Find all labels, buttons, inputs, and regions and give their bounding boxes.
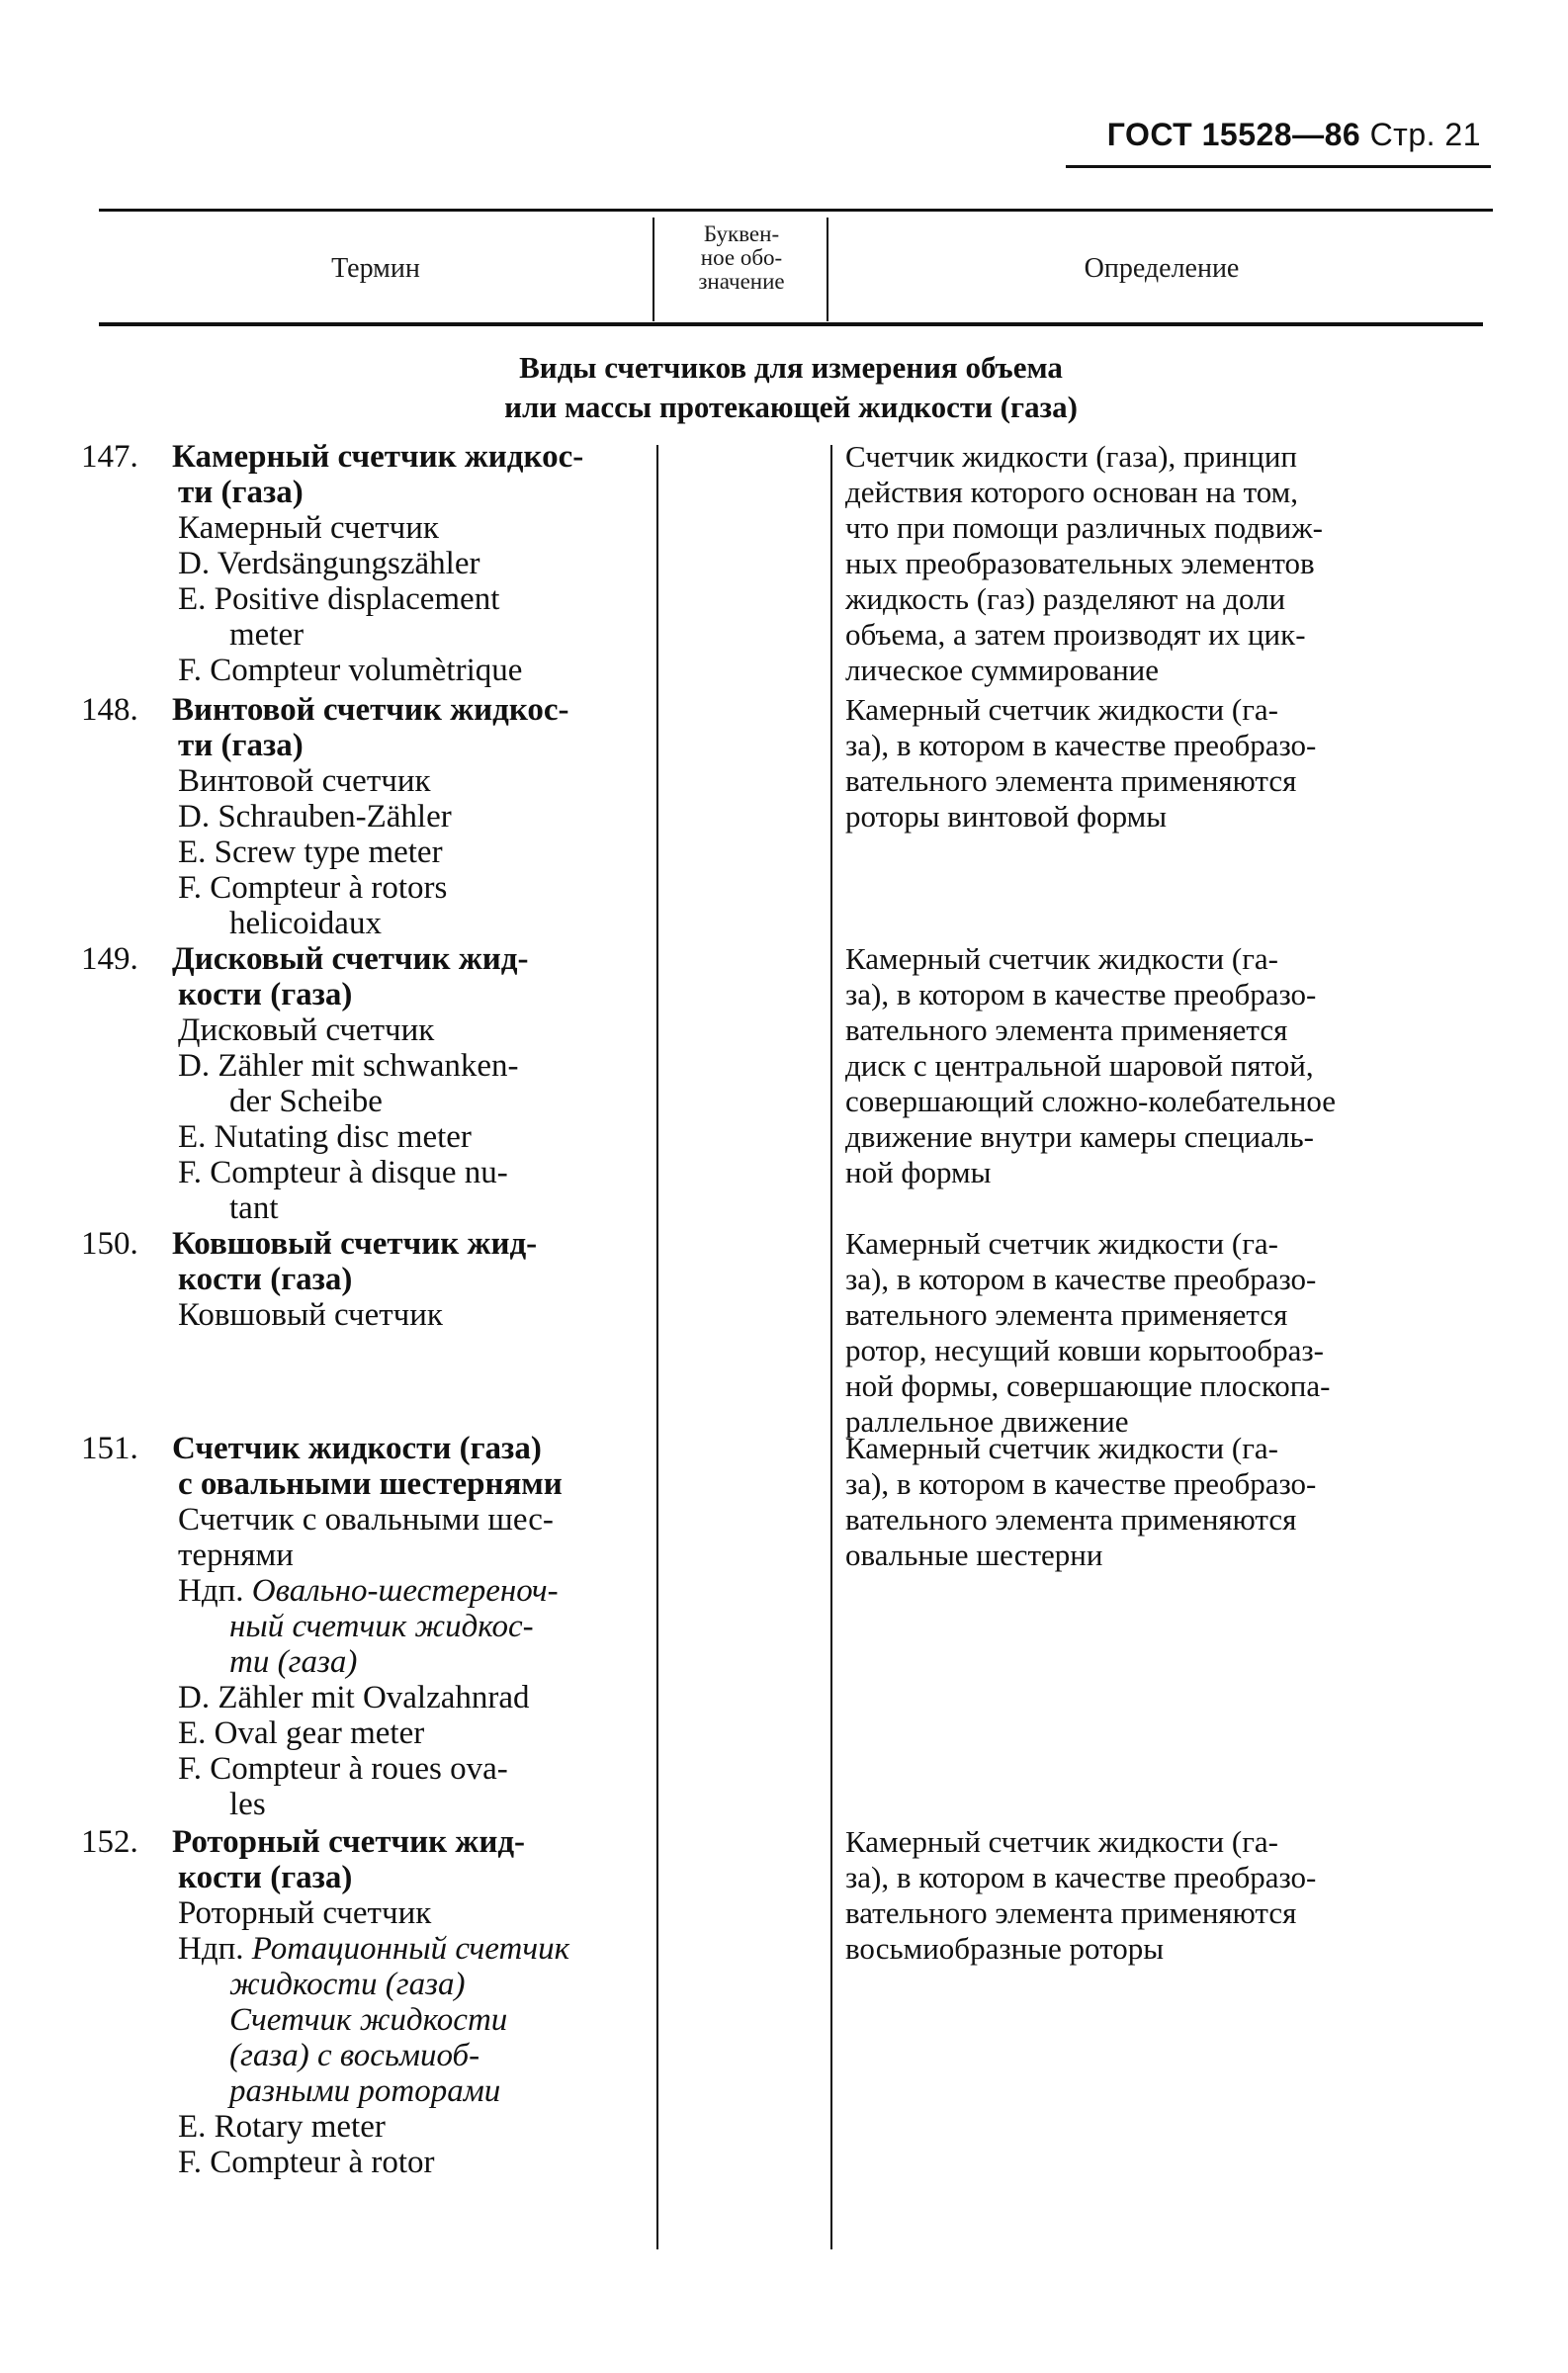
term-line [81, 1226, 645, 1262]
definition-line: объема, а затем производят их цик- [845, 617, 1306, 652]
definition-line: вательного элемента применяется [845, 1012, 1288, 1047]
term-line: E. Positive displacement [178, 581, 500, 617]
column-divider [656, 445, 658, 2249]
definition-line: ной формы [845, 1155, 992, 1189]
definition-line: за), в котором в качестве преобразо- [845, 1466, 1317, 1501]
term-line: les [229, 1787, 266, 1822]
definition-line: раллельное движение [845, 1404, 1129, 1439]
term-line: разными роторами [229, 2073, 501, 2109]
term-line: кости (газа) [178, 977, 353, 1012]
term-line [81, 1931, 645, 1967]
term-line: F. Compteur volumètrique [178, 653, 523, 688]
column-header-symbol: Буквен- ное обо- значение [698, 221, 785, 294]
term-line: der Scheibe [229, 1084, 383, 1119]
term-entry [81, 1226, 645, 1333]
term-line: D. Verdsängungszähler [178, 546, 480, 581]
term-line: кости (газа) [178, 1262, 353, 1297]
term-title: Счетчик жидкости (газа) [172, 1431, 542, 1466]
definition-line: овальные шестерни [845, 1538, 1103, 1572]
term-title: Камерный счетчик жидкос- [172, 439, 584, 475]
entry-number: 150. [81, 1226, 138, 1262]
entry-number: 149. [81, 941, 138, 977]
table-header-bottom-rule [99, 322, 1483, 326]
definition [845, 692, 1498, 835]
term-line: E. Nutating disc meter [178, 1119, 472, 1155]
term-title: Винтовой счетчик жидкос- [172, 692, 569, 728]
term-title: Роторный счетчик жид- [172, 1824, 526, 1860]
definition-line: лическое суммирование [845, 653, 1160, 687]
column-header-term: Термин [331, 253, 420, 284]
definition-line: Камерный счетчик жидкости (га- [845, 941, 1278, 976]
deprecated-label: Ндп. [178, 1931, 252, 1967]
page-header [1107, 117, 1481, 153]
definition-line: Камерный счетчик жидкости (га- [845, 1824, 1278, 1859]
table-top-rule [99, 209, 1493, 212]
term-entry [81, 1431, 645, 1822]
term-entry [81, 1824, 645, 2180]
term-line [81, 941, 645, 977]
term-line: D. Zähler mit schwanken- [178, 1048, 519, 1084]
entry-number: 152. [81, 1824, 138, 1860]
term-entry [81, 941, 645, 1226]
column-divider [827, 218, 828, 321]
term-line: кости (газа) [178, 1860, 353, 1895]
term-line: Винтовой счетчик [178, 763, 431, 799]
definition-line: восьмиобразные роторы [845, 1931, 1165, 1966]
definition-line: ной формы, совершающие плоскопа- [845, 1368, 1331, 1403]
term-entry [81, 692, 645, 941]
term-line: ти (газа) [178, 728, 304, 763]
term-line: ти (газа) [229, 1644, 358, 1680]
standard-number: ГОСТ 15528—86 [1106, 117, 1361, 152]
term-line: Ковшовый счетчик [178, 1297, 443, 1333]
definition-line: вательного элемента применяется [845, 1297, 1288, 1332]
definition-line: Камерный счетчик жидкости (га- [845, 1226, 1278, 1261]
term-line: E. Screw type meter [178, 835, 443, 870]
term-entry [81, 439, 645, 688]
definition-line: вательного элемента применяются [845, 1895, 1297, 1930]
entry-number: 148. [81, 692, 138, 728]
definition-line: действия которого основан на том, [845, 475, 1299, 509]
term-line: Дисковый счетчик [178, 1012, 435, 1048]
header-underline [1066, 165, 1491, 168]
term-line: с овальными шестернями [178, 1466, 563, 1502]
definition [845, 1431, 1498, 1573]
definition [845, 1824, 1498, 1967]
definition-line: жидкость (газ) разделяют на доли [845, 581, 1286, 616]
column-header-definition: Определение [1084, 253, 1240, 284]
entry-number: 147. [81, 439, 138, 475]
page-number: Стр. 21 [1369, 117, 1481, 152]
term-line: тернями [178, 1538, 294, 1573]
definition-line: совершающий сложно-колебательное [845, 1084, 1337, 1118]
term-line: E. Rotary meter [178, 2109, 386, 2145]
term-line: ный счетчик жидкос- [229, 1609, 534, 1644]
term-line: D. Zähler mit Ovalzahnrad [178, 1680, 530, 1715]
term-title: Ковшовый счетчик жид- [172, 1226, 538, 1262]
definition-line: за), в котором в качестве преобразо- [845, 1262, 1317, 1296]
deprecated-term: Ротационный счетчик [251, 1931, 570, 1967]
term-line: (газа) с восьмиоб- [229, 2038, 480, 2073]
term-line: жидкости (газа) [229, 1967, 466, 2002]
definition [845, 439, 1498, 688]
term-line [81, 1573, 645, 1609]
definition-line: диск с центральной шаровой пятой, [845, 1048, 1314, 1083]
column-divider [830, 445, 832, 2249]
deprecated-term: Овально-шестереноч- [251, 1573, 559, 1609]
term-line: tant [229, 1190, 279, 1226]
term-line: Камерный счетчик [178, 510, 439, 546]
definition-line: ных преобразовательных элементов [845, 546, 1315, 580]
definition-line: за), в котором в качестве преобразо- [845, 1860, 1317, 1894]
term-line [81, 692, 645, 728]
term-line: ти (газа) [178, 475, 304, 510]
term-line: Счетчик жидкости [229, 2002, 508, 2038]
definition-line: Камерный счетчик жидкости (га- [845, 1431, 1278, 1465]
term-line [81, 439, 645, 475]
definition-line: Камерный счетчик жидкости (га- [845, 692, 1278, 727]
term-line: meter [229, 617, 305, 653]
term-title: Дисковый счетчик жид- [172, 941, 529, 977]
section-title: Виды счетчиков для измерения объема или массы протекающей жидкости (газа) [504, 350, 1078, 424]
definition-line: Счетчик жидкости (газа), принцип [845, 439, 1298, 474]
definition-line: движение внутри камеры специаль- [845, 1119, 1315, 1154]
term-line: F. Compteur à rotors [178, 870, 448, 906]
definition-line: роторы винтовой формы [845, 799, 1168, 834]
entry-number: 151. [81, 1431, 138, 1466]
term-line: E. Oval gear meter [178, 1715, 425, 1751]
definition [845, 941, 1498, 1190]
term-line [81, 1824, 645, 1860]
definition-line: что при помощи различных подвиж- [845, 510, 1323, 545]
column-divider [653, 218, 654, 321]
term-line: Счетчик с овальными шес- [178, 1502, 554, 1538]
definition-line: за), в котором в качестве преобразо- [845, 728, 1317, 762]
term-line: F. Compteur à rotor [178, 2145, 435, 2180]
deprecated-label: Ндп. [178, 1573, 252, 1609]
term-line [81, 1431, 645, 1466]
term-line: helicoidaux [229, 906, 382, 941]
definition-line: за), в котором в качестве преобразо- [845, 977, 1317, 1011]
term-line: F. Compteur à disque nu- [178, 1155, 508, 1190]
term-line: D. Schrauben-Zähler [178, 799, 452, 835]
definition-line: вательного элемента применяются [845, 1502, 1297, 1537]
definition-line: ротор, несущий ковши корытообраз- [845, 1333, 1324, 1367]
term-line: Роторный счетчик [178, 1895, 432, 1931]
term-line: F. Compteur à roues ova- [178, 1751, 508, 1787]
definition [845, 1226, 1498, 1440]
definition-line: вательного элемента применяются [845, 763, 1297, 798]
